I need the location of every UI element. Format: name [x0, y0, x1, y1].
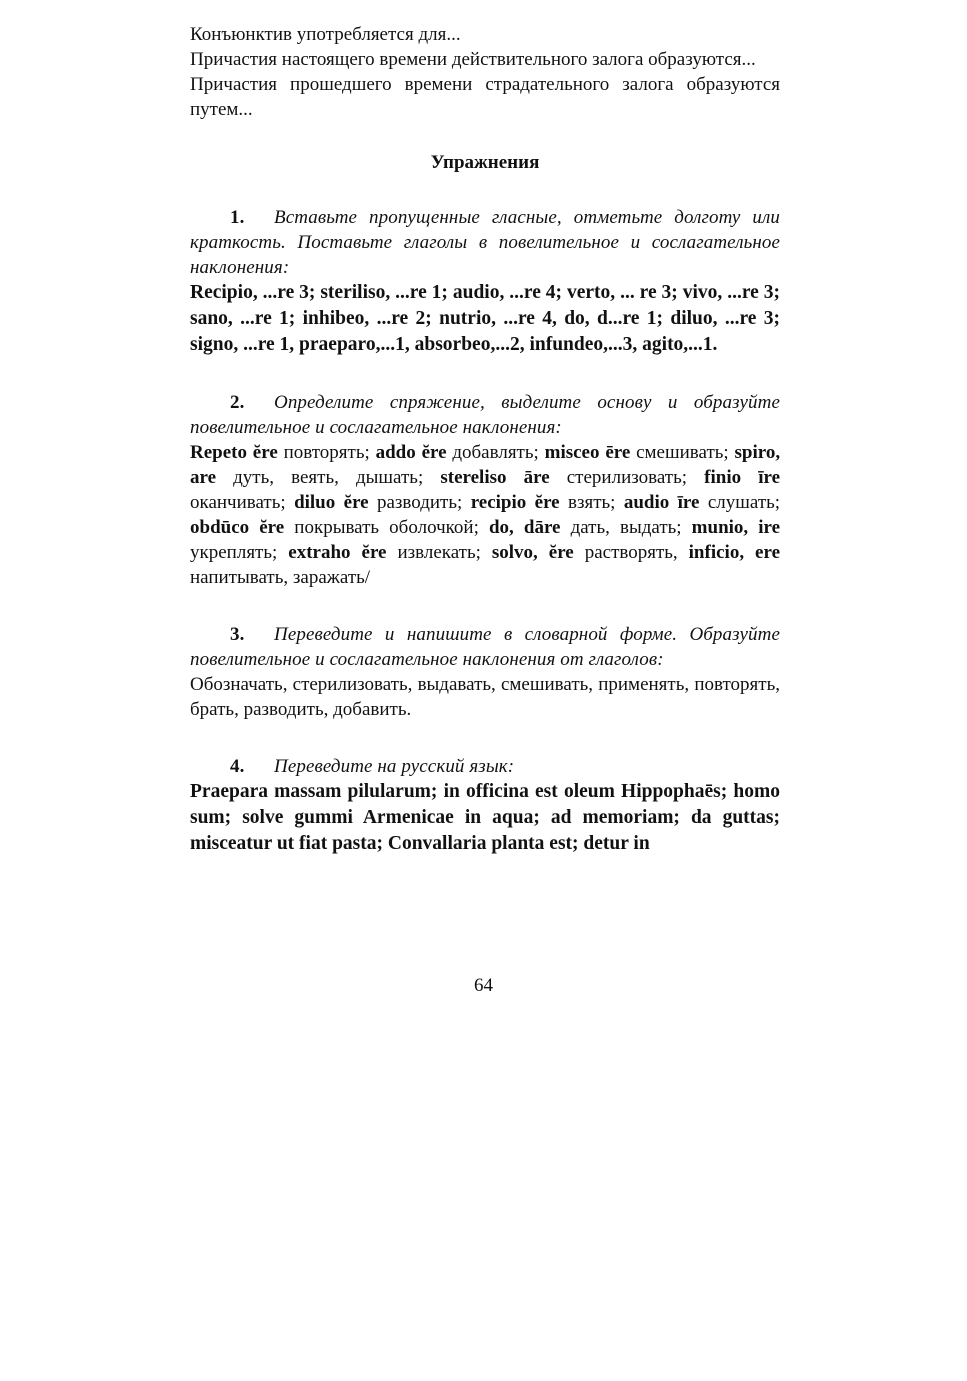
russian-meaning: слушать; — [707, 492, 781, 513]
latin-ending: ĕre — [343, 492, 369, 513]
exercise-body — [190, 440, 780, 590]
exercise-4 — [190, 754, 780, 857]
exercise-task — [190, 205, 780, 280]
exercise-task-text: Переведите и напишите в словарной форме. Образуйте повелительное и сослагательное наклонения от глаголов: — [190, 624, 780, 670]
latin-ending: āre — [523, 467, 550, 488]
intro-line: Причастия прошедшего времени страдательного залога образуются путем... — [190, 74, 780, 120]
intro-line: Причастия настоящего времени действительного залога образуются... — [190, 49, 756, 70]
latin-verb: stereliso — [440, 467, 507, 488]
exercise-task — [190, 622, 780, 672]
latin-verb: finio — [704, 467, 742, 488]
latin-ending: ĕre — [534, 492, 560, 513]
intro-line: Конъюнктив употребляется для... — [190, 24, 461, 45]
latin-verb: solvo, — [491, 542, 538, 563]
latin-verb: obdūco — [190, 517, 250, 538]
intro-questions — [190, 22, 780, 122]
latin-verb: extraho — [288, 542, 351, 563]
exercise-task-text: Переведите на русский язык: — [274, 756, 515, 777]
latin-verb: addo — [375, 442, 416, 463]
latin-ending: are — [190, 467, 217, 488]
latin-verb: inficio, — [688, 542, 745, 563]
latin-verb: misceo — [544, 442, 600, 463]
latin-ending: īre — [677, 492, 700, 513]
russian-meaning: извлекать; — [397, 542, 481, 563]
latin-verb: Repeto — [190, 442, 247, 463]
russian-meaning: повторять; — [283, 442, 370, 463]
exercise-number: 1. — [230, 207, 245, 228]
russian-meaning: растворять, — [584, 542, 678, 563]
exercise-2 — [190, 390, 780, 590]
exercise-body: Praepara massam pilularum; in officina est oleum Hippophaēs; homo sum; solve gummi Armenicae in aqua; ad memoriam; da guttas; misceatur ut fiat pasta; Convallaria planta est; detur in — [190, 781, 780, 854]
latin-ending: ere — [755, 542, 781, 563]
russian-meaning: укреплять; — [190, 542, 278, 563]
section-heading: Упражнения — [430, 152, 540, 173]
russian-meaning: покрывать оболочкой; — [294, 517, 479, 538]
latin-ending: ĕre — [421, 442, 447, 463]
latin-ending: ĕre — [361, 542, 387, 563]
latin-ending: ĕre — [252, 442, 278, 463]
page-number: 64 — [474, 975, 493, 996]
exercise-number: 2. — [230, 392, 245, 413]
exercise-task — [190, 754, 780, 779]
exercise-1 — [190, 205, 780, 358]
russian-meaning: дуть, веять, дышать; — [233, 467, 424, 488]
exercise-task-text: Вставьте пропущенные гласные, отметьте долготу или краткость. Поставьте глаголы в повелительное и сослагательное наклонения: — [190, 207, 780, 278]
latin-verb: do, — [488, 517, 514, 538]
latin-verb: spiro, — [734, 442, 781, 463]
exercise-number: 3. — [230, 624, 245, 645]
exercise-task-text: Определите спряжение, выделите основу и образуйте повелительное и сослагательное наклонения: — [190, 392, 780, 438]
latin-verb: recipio — [470, 492, 527, 513]
russian-meaning: стерилизовать; — [566, 467, 688, 488]
exercise-body: Обозначать, стерилизовать, выдавать, смешивать, применять, повторять, брать, разводить, добавить. — [190, 674, 780, 720]
latin-verb: munio, — [691, 517, 749, 538]
russian-meaning: оканчивать; — [190, 492, 286, 513]
latin-verb: audio — [623, 492, 670, 513]
exercise-number: 4. — [230, 756, 245, 777]
latin-ending: dāre — [523, 517, 561, 538]
exercise-body: Recipio, ...re 3; steriliso, ...re 1; audio, ...re 4; verto, ... re 3; vivo, ...re 3; sano, ...re 1; inhibeo, ...re 2; nutrio, ...re 4, do, d...re 1; diluo, ...re 3; signo, ...re 1, praeparo,...1, absorbeo,...2, infundeo,...3, agito,...1. — [190, 282, 780, 355]
russian-meaning: добавлять; — [452, 442, 539, 463]
page-content — [190, 22, 780, 857]
russian-meaning: смешивать; — [636, 442, 729, 463]
latin-ending: ĕre — [259, 517, 285, 538]
russian-meaning: дать, выдать; — [570, 517, 682, 538]
russian-meaning: разводить; — [376, 492, 463, 513]
latin-ending: ire — [758, 517, 781, 538]
latin-ending: īre — [758, 467, 781, 488]
exercise-task — [190, 390, 780, 440]
russian-meaning: взять; — [568, 492, 616, 513]
russian-meaning: напитывать, заражать/ — [190, 567, 371, 588]
latin-ending: ĕre — [548, 542, 574, 563]
latin-ending: ēre — [605, 442, 631, 463]
exercise-3 — [190, 622, 780, 722]
latin-verb: diluo — [294, 492, 336, 513]
